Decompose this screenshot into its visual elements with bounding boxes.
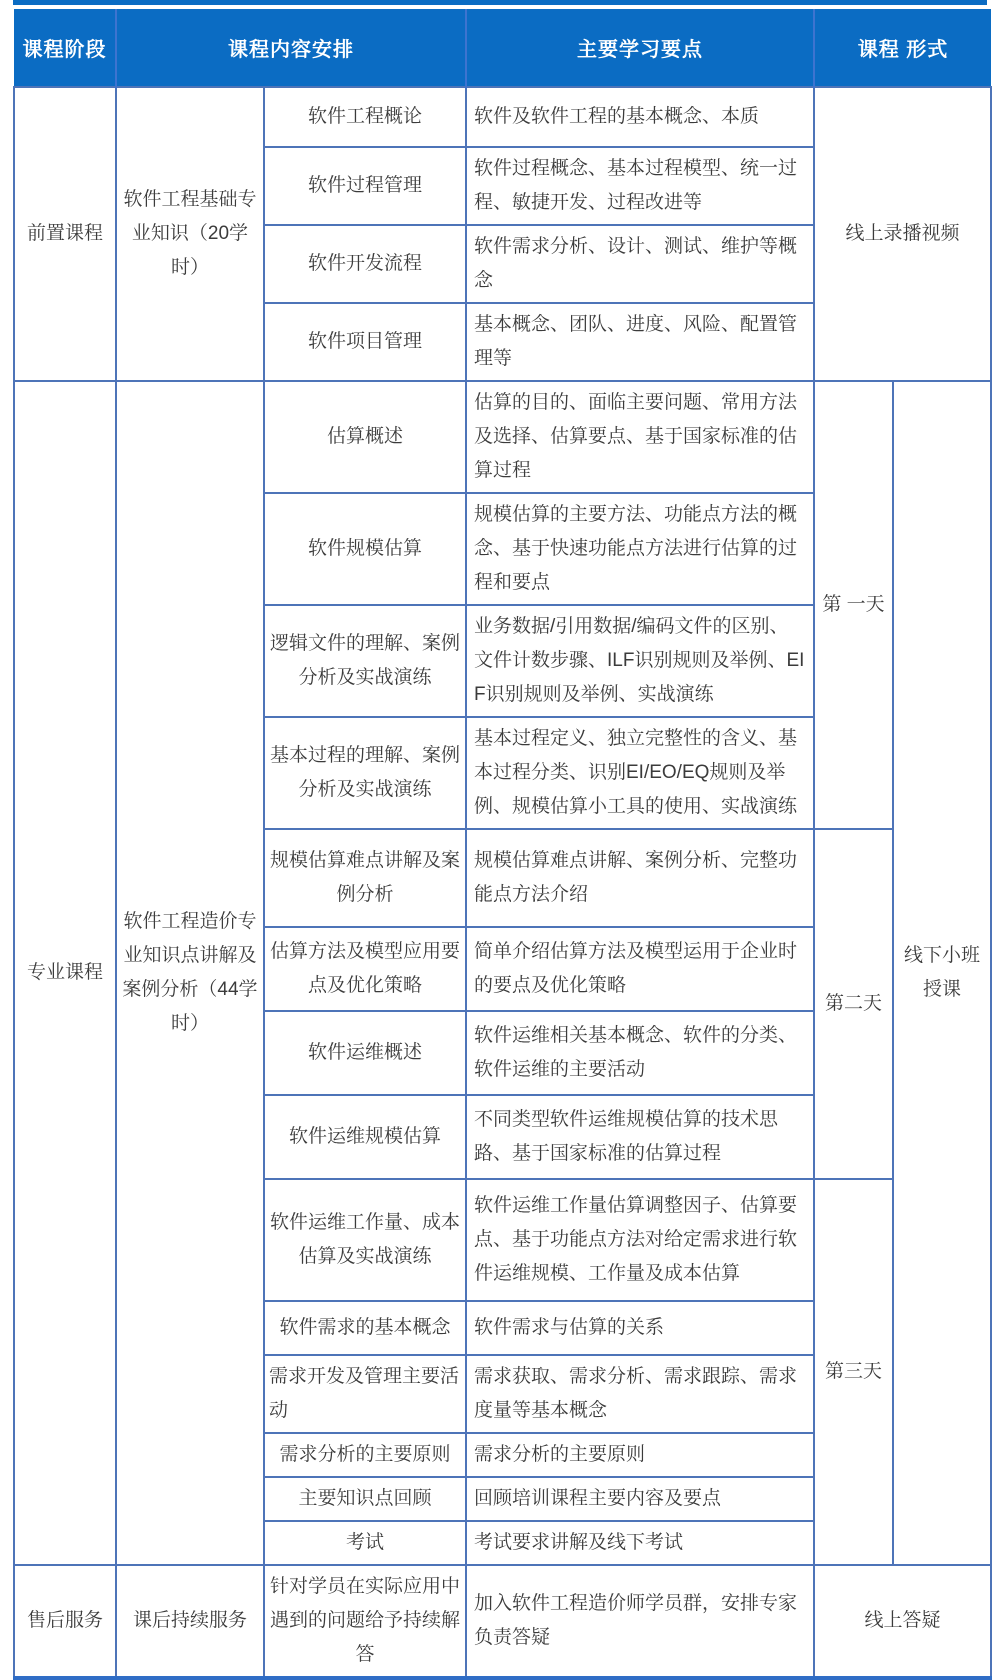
- topic-cell: 主要知识点回顾: [264, 1477, 466, 1521]
- points-cell: 软件运维工作量估算调整因子、估算要点、基于功能点方法对给定需求进行软件运维规模、工作量及成本估算: [466, 1179, 814, 1301]
- topic-cell: 软件过程管理: [264, 147, 466, 225]
- header-row: [14, 9, 991, 87]
- points-cell: 规模估算难点讲解、案例分析、完整功能点方法介绍: [466, 829, 814, 927]
- points-cell: 考试要求讲解及线下考试: [466, 1521, 814, 1565]
- table-row: [14, 87, 991, 147]
- topic-cell: 估算方法及模型应用要点及优化策略: [264, 927, 466, 1011]
- category-cell-foundation: 软件工程基础专业知识（20学时）: [116, 87, 264, 381]
- points-cell: 基本概念、团队、进度、风险、配置管理等: [466, 303, 814, 381]
- format-cell-online-video: 线上录播视频: [814, 87, 991, 381]
- header-learning-points: 主要学习要点: [466, 9, 814, 87]
- day-cell-day2: 第二天: [814, 829, 893, 1179]
- category-cell-continuous-service: 课后持续服务: [116, 1565, 264, 1678]
- topic-cell: 需求分析的主要原则: [264, 1433, 466, 1477]
- points-cell: 简单介绍估算方法及模型运用于企业时的要点及优化策略: [466, 927, 814, 1011]
- points-cell: 不同类型软件运维规模估算的技术思路、基于国家标准的估算过程: [466, 1095, 814, 1179]
- stage-cell-after-sales: 售后服务: [14, 1565, 116, 1678]
- points-cell: 估算的目的、面临主要问题、常用方法及选择、估算要点、基于国家标准的估算过程: [466, 381, 814, 493]
- topic-cell: 软件项目管理: [264, 303, 466, 381]
- topic-cell: 估算概述: [264, 381, 466, 493]
- stage-cell-professional: 专业课程: [14, 381, 116, 1565]
- points-cell: 软件及软件工程的基本概念、本质: [466, 87, 814, 147]
- header-course-format: 课程 形式: [814, 9, 991, 87]
- points-cell: 软件需求与估算的关系: [466, 1301, 814, 1355]
- day-cell-day1: 第 一天: [814, 381, 893, 829]
- topic-cell: 基本过程的理解、案例分析及实战演练: [264, 717, 466, 829]
- topic-cell: 针对学员在实际应用中遇到的问题给予持续解答: [264, 1565, 466, 1678]
- table-row: [14, 1565, 991, 1678]
- stage-cell-prerequisite: 前置课程: [14, 87, 116, 381]
- points-cell: 回顾培训课程主要内容及要点: [466, 1477, 814, 1521]
- header-course-stage: 课程阶段: [14, 9, 116, 87]
- topic-cell: 软件规模估算: [264, 493, 466, 605]
- topic-cell: 软件运维工作量、成本估算及实战演练: [264, 1179, 466, 1301]
- topic-cell: 软件需求的基本概念: [264, 1301, 466, 1355]
- topic-cell: 软件开发流程: [264, 225, 466, 303]
- day-cell-day3: 第三天: [814, 1179, 893, 1565]
- format-cell-online-qa: 线上答疑: [814, 1565, 991, 1678]
- points-cell: 加入软件工程造价师学员群，安排专家负责答疑: [466, 1565, 814, 1678]
- topic-cell: 逻辑文件的理解、案例分析及实战演练: [264, 605, 466, 717]
- points-cell: 软件需求分析、设计、测试、维护等概念: [466, 225, 814, 303]
- header-course-content: 课程内容安排: [116, 9, 466, 87]
- topic-cell: 软件运维规模估算: [264, 1095, 466, 1179]
- points-cell: 需求分析的主要原则: [466, 1433, 814, 1477]
- table-row: [14, 381, 991, 493]
- topic-cell: 软件工程概论: [264, 87, 466, 147]
- table-top-border: [13, 0, 987, 5]
- points-cell: 需求获取、需求分析、需求跟踪、需求度量等基本概念: [466, 1355, 814, 1433]
- category-cell-cost-engineering: 软件工程造价专业知识点讲解及案例分析（44学时）: [116, 381, 264, 1565]
- topic-cell: 软件运维概述: [264, 1011, 466, 1095]
- points-cell: 软件运维相关基本概念、软件的分类、软件运维的主要活动: [466, 1011, 814, 1095]
- points-cell: 软件过程概念、基本过程模型、统一过程、敏捷开发、过程改进等: [466, 147, 814, 225]
- topic-cell: 考试: [264, 1521, 466, 1565]
- points-cell: 基本过程定义、独立完整性的含义、基本过程分类、识别EI/EO/EQ规则及举例、规模估算小工具的使用、实战演练: [466, 717, 814, 829]
- topic-cell: 需求开发及管理主要活动: [264, 1355, 466, 1433]
- topic-cell: 规模估算难点讲解及案例分析: [264, 829, 466, 927]
- format-cell-offline-class: 线下小班授课: [893, 381, 991, 1565]
- points-cell: 规模估算的主要方法、功能点方法的概念、基于快速功能点方法进行估算的过程和要点: [466, 493, 814, 605]
- course-schedule-table: [13, 9, 992, 1680]
- points-cell: 业务数据/引用数据/编码文件的区别、文件计数步骤、ILF识别规则及举例、EIF识别规则及举例、实战演练: [466, 605, 814, 717]
